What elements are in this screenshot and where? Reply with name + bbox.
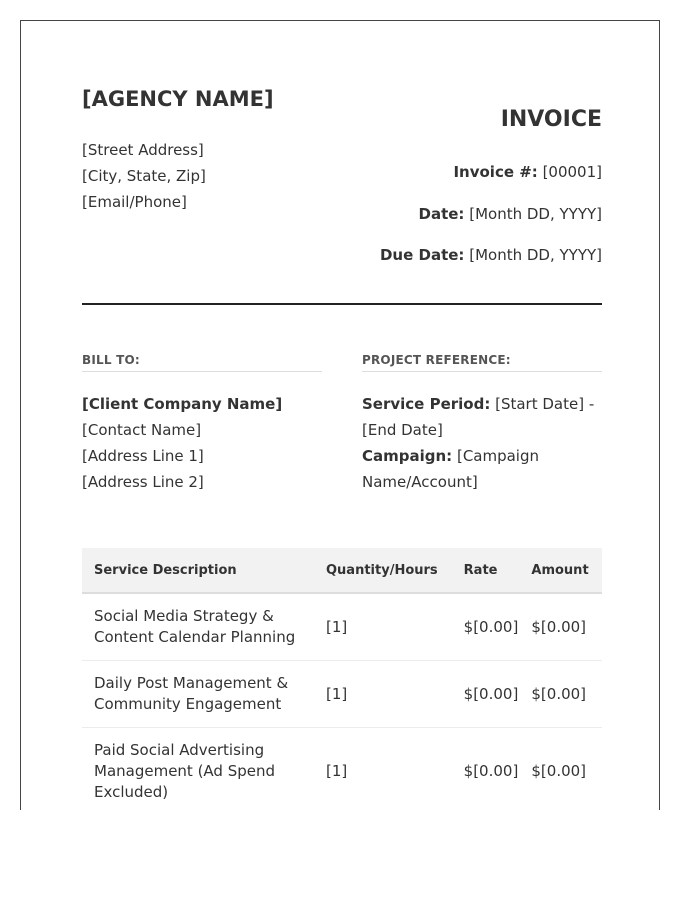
agency-street: [Street Address]	[82, 141, 204, 159]
header-service-description: Service Description	[82, 548, 326, 593]
header-divider	[82, 303, 602, 305]
client-address-line-2: [Address Line 2]	[82, 473, 204, 491]
agency-name: [AGENCY NAME]	[82, 87, 274, 111]
invoice-page	[20, 20, 660, 810]
row-description-line: Management (Ad Spend	[94, 762, 276, 780]
client-contact-name: [Contact Name]	[82, 421, 202, 439]
services-table-header	[82, 548, 602, 593]
invoice-due-date-label: Due Date:	[379, 246, 465, 264]
row-quantity: [1]	[326, 728, 452, 811]
row-description-line: Excluded)	[94, 783, 169, 801]
service-period-start: [Start Date] -	[495, 395, 595, 413]
campaign-line	[362, 443, 594, 469]
header-amount: Amount	[519, 548, 602, 593]
table-row	[82, 728, 602, 811]
row-rate: $[0.00]	[452, 593, 520, 661]
row-quantity: [1]	[326, 661, 452, 728]
row-description	[82, 728, 326, 811]
row-description-line: Community Engagement	[94, 695, 282, 713]
invoice-number-row	[453, 163, 602, 181]
row-description-line: Daily Post Management &	[94, 674, 289, 692]
invoice-date-value: [Month DD, YYYY]	[469, 205, 602, 223]
row-description	[82, 593, 326, 661]
agency-address	[82, 137, 206, 215]
header-quantity-hours: Quantity/Hours	[326, 548, 452, 593]
row-quantity: [1]	[326, 593, 452, 661]
invoice-date-row	[419, 205, 602, 223]
header-rate: Rate	[452, 548, 520, 593]
service-period-label: Service Period:	[362, 395, 491, 413]
agency-contact: [Email/Phone]	[82, 193, 187, 211]
service-period-end: [End Date]	[362, 421, 443, 439]
row-description-line: Content Calendar Planning	[94, 628, 296, 646]
row-amount: $[0.00]	[519, 728, 602, 811]
agency-city: [City, State, Zip]	[82, 167, 206, 185]
invoice-due-date-value: [Month DD, YYYY]	[469, 246, 602, 264]
row-description-line: Paid Social Advertising	[94, 741, 265, 759]
campaign-value-end: Name/Account]	[362, 473, 478, 491]
campaign-value-start: [Campaign	[456, 447, 540, 465]
row-amount: $[0.00]	[519, 593, 602, 661]
row-rate: $[0.00]	[452, 728, 520, 811]
invoice-title: INVOICE	[500, 107, 602, 132]
client-company-name: [Client Company Name]	[82, 395, 283, 413]
client-address-line-1: [Address Line 1]	[82, 447, 204, 465]
invoice-number-value: [00001]	[542, 163, 602, 181]
project-reference-label: PROJECT REFERENCE:	[362, 353, 602, 372]
invoice-due-date-row	[380, 246, 602, 264]
project-reference-block	[362, 391, 594, 495]
service-period-line	[362, 391, 594, 417]
bill-to-block	[82, 391, 282, 495]
table-row	[82, 593, 602, 661]
invoice-number-label: Invoice #:	[453, 163, 538, 181]
services-table	[82, 548, 602, 810]
bill-to-label: BILL TO:	[82, 353, 322, 372]
row-description	[82, 661, 326, 728]
row-amount: $[0.00]	[519, 661, 602, 728]
table-row	[82, 661, 602, 728]
row-description-line: Social Media Strategy &	[94, 607, 274, 625]
invoice-date-label: Date:	[418, 205, 465, 223]
row-rate: $[0.00]	[452, 661, 520, 728]
campaign-label: Campaign:	[362, 447, 453, 465]
